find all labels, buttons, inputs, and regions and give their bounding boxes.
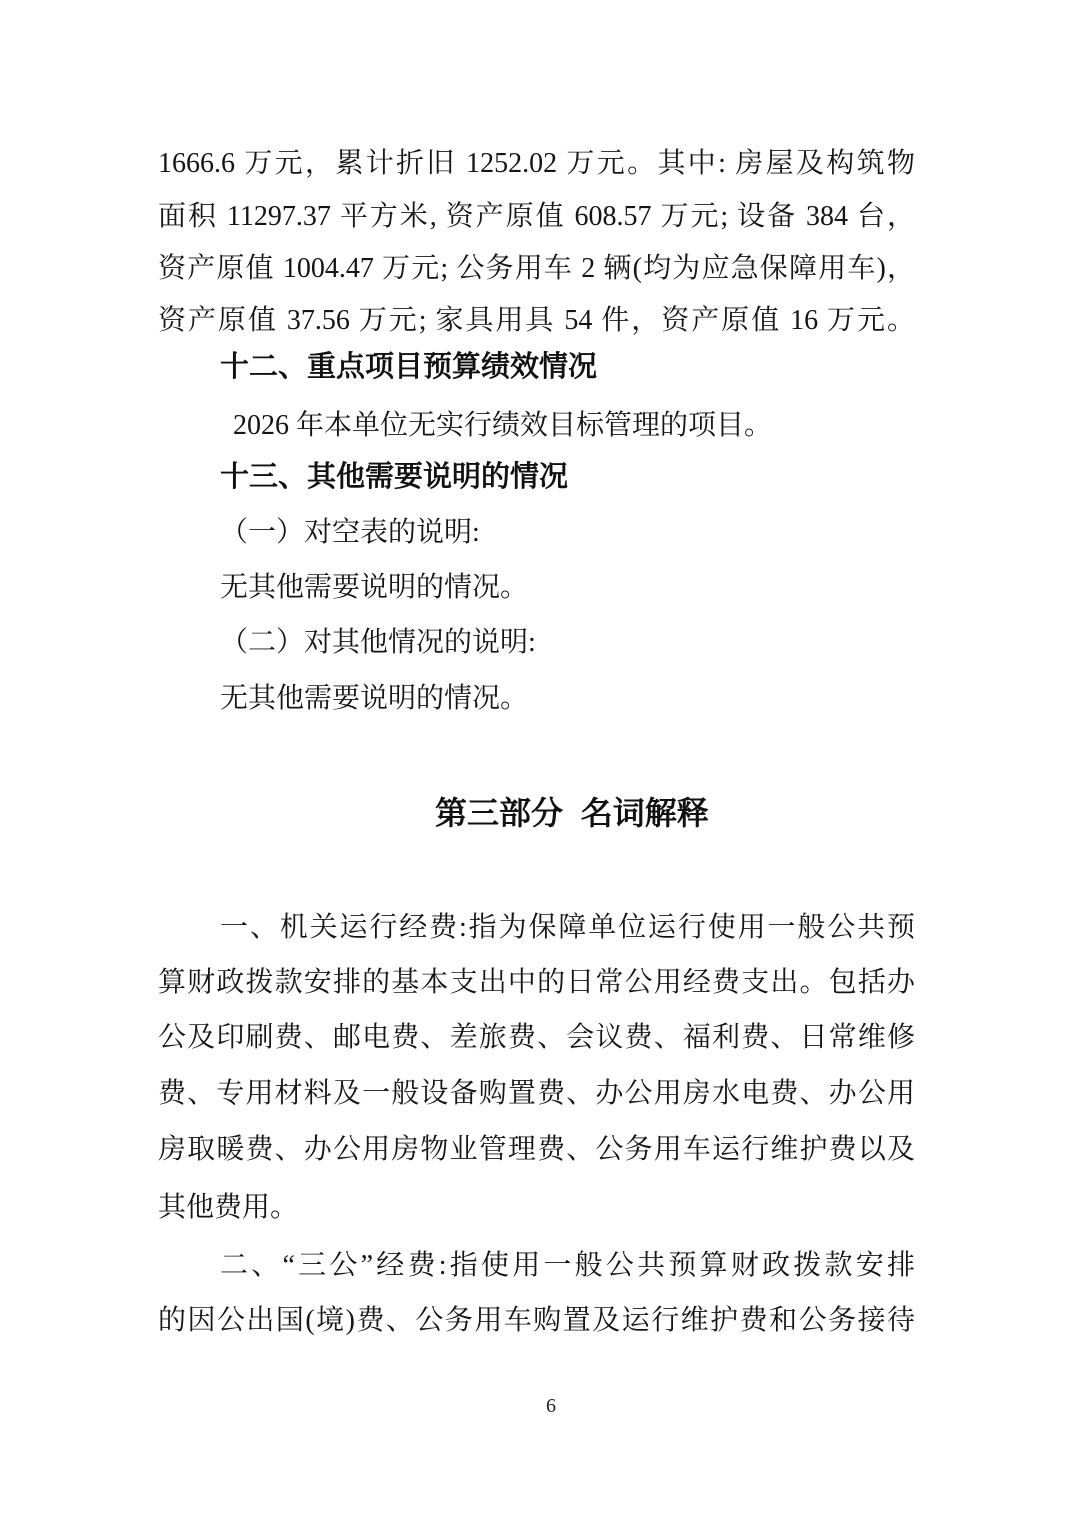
section-heading-12: 十二、重点项目预算绩效情况 [220, 351, 598, 383]
term-1-line: 其他费用。 [158, 1192, 299, 1223]
page-number: 6 [546, 1395, 556, 1417]
term-1-line: 一、机关运行经费:指为保障单位运行使用一般公共预 [220, 912, 915, 943]
term-1-line: 公及印刷费、邮电费、差旅费、会议费、福利费、日常维修 [158, 1022, 915, 1053]
body-line: 1666.6 万元，累计折旧 1252.02 万元。其中: 房屋及构筑物 [158, 148, 915, 179]
term-1-line: 房取暖费、办公用房物业管理费、公务用车运行维护费以及 [158, 1134, 915, 1165]
body-line: 资产原值 37.56 万元; 家具用具 54 件，资产原值 16 万元。 [158, 305, 915, 336]
section-heading-13: 十三、其他需要说明的情况 [220, 461, 569, 493]
body-line: 面积 11297.37 平方米, 资产原值 608.57 万元; 设备 384 台， [158, 201, 915, 232]
term-2-line: 的因公出国(境)费、公务用车购置及运行维护费和公务接待 [158, 1305, 915, 1336]
term-2-line: 二、“三公”经费:指使用一般公共预算财政拨款安排 [220, 1250, 915, 1281]
section-13-item-1-body: 无其他需要说明的情况。 [220, 572, 529, 603]
term-1-line: 算财政拨款安排的基本支出中的日常公用经费支出。包括办 [158, 967, 915, 998]
section-13-item-2-body: 无其他需要说明的情况。 [220, 683, 529, 714]
section-body-12: 2026 年本单位无实行绩效目标管理的项目。 [233, 410, 773, 441]
term-1-line: 费、专用材料及一般设备购置费、办公用房水电费、办公用 [158, 1078, 915, 1109]
body-line: 资产原值 1004.47 万元; 公务用车 2 辆(均为应急保障用车)， [158, 253, 915, 284]
section-13-item-1-label: （一）对空表的说明: [220, 517, 480, 548]
part-3-heading: 第三部分 名词解释 [435, 795, 709, 831]
section-13-item-2-label: （二）对其他情况的说明: [220, 627, 536, 658]
